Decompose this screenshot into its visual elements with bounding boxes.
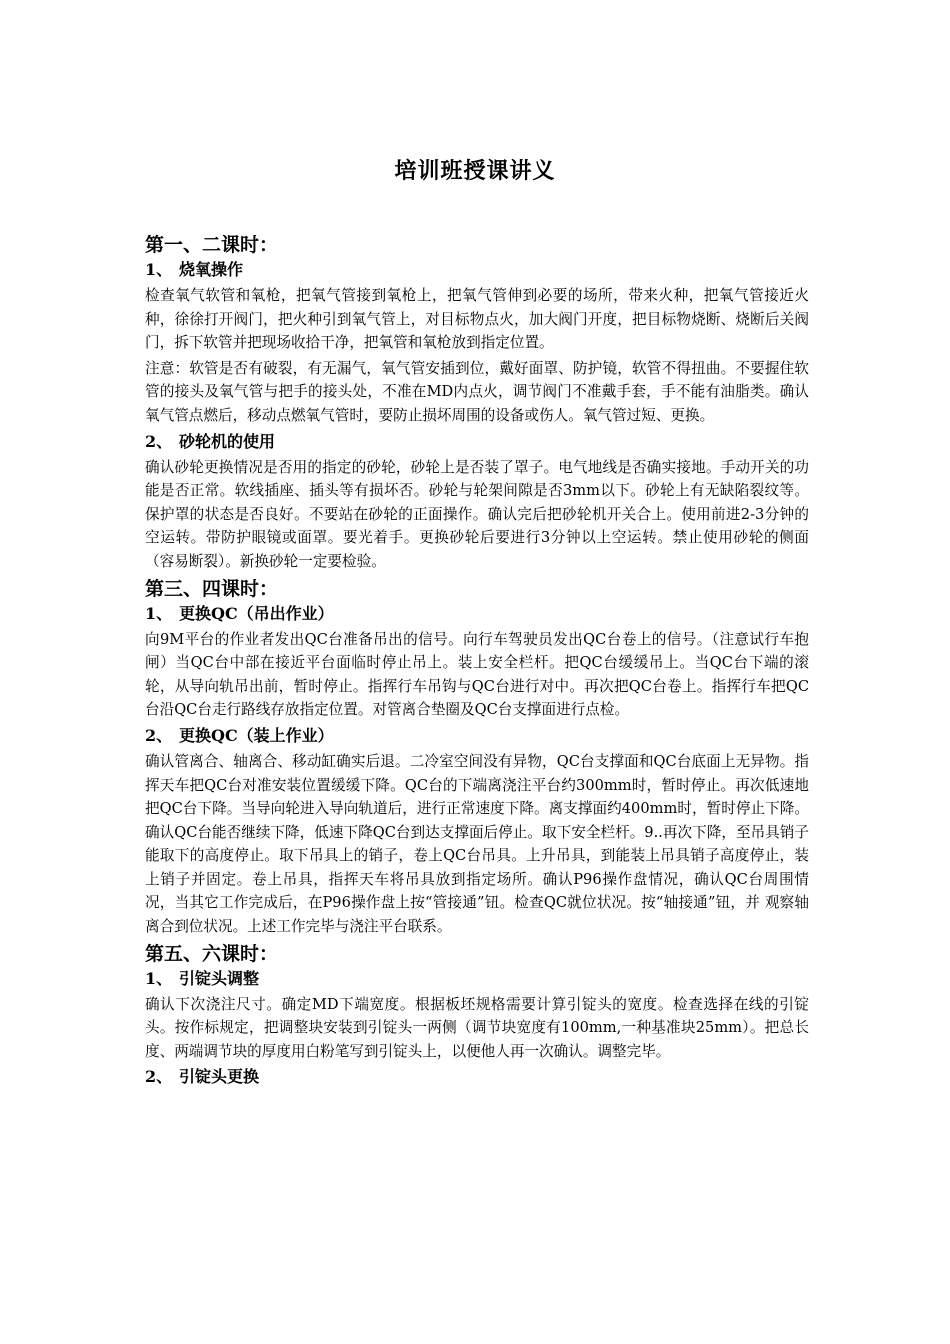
sub-heading-number: 2、 bbox=[145, 1067, 173, 1087]
sub-heading-qc-lift-out bbox=[145, 602, 809, 626]
paragraph: 向9M平台的作业者发出QC台准备吊出的信号。向行车驾驶员发出QC台卷上的信号。（注意试行车抱闸）当QC台中部在接近平台面临时停止吊上。装上安全栏杆。把QC台缓缓吊上。当QC台下端的滚轮，从导向轨吊出前，暂时停止。指挥行车吊钩与QC台进行对中。再次把QC台卷上。指挥行车把QC台沿QC台走行路线存放指定位置。对管离合垫圈及QC台支撑面进行点检。 bbox=[145, 630, 809, 719]
sub-heading-title: 更换QC（吊出作业） bbox=[179, 603, 334, 623]
paragraph: 确认管离合、轴离合、移动缸确实后退。二冷室空间没有异物，QC台支撑面和QC台底面上无异物。指挥天车把QC台对准安装位置缓缓下降。QC台的下端离浇注平台约300mm时，暂时停止。再次低速地把QC台下降。当导向轮进入导向轨道后，进行正常速度下降。离支撑面约400mm时，暂时停止下降。确认QC台能否继续下降，低速下降QC台到达支撑面后停止。取下安全栏杆。9..再次下降，至吊具销子能取下的高度停止。取下吊具上的销子，卷上QC台吊具。上升吊具，到能装上吊具销子高度停止，装上销子并固定。卷上吊具，指挥天车将吊具放到指定场所。确认P96操作盘情况，确认QC台周围情况，当其它工作完成后，在P96操作盘上按“管接通”钮。检查QC就位状况。按“轴接通”钮，并 观察轴离合到位状况。上述工作完毕与浇注平台联系。 bbox=[145, 752, 809, 936]
paragraph: 确认砂轮更换情况是否用的指定的砂轮，砂轮上是否装了罩子。电气地线是否确实接地。手动开关的功能是否正常。软线插座、插头等有损坏否。砂轮与轮架间隙是否3mm以下。砂轮上有无缺陷裂纹等。保护罩的状态是否良好。不要站在砂轮的正面操作。确认完后把砂轮机开关合上。使用前进2-3分钟的空运转。带防护眼镜或面罩。要光着手。更换砂轮后要进行3分钟以上空运转。禁止使用砂轮的侧面（容易断裂）。新换砂轮一定要检验。 bbox=[145, 458, 809, 570]
sub-heading-qc-install bbox=[145, 724, 809, 748]
sub-heading-title: 更换QC（装上作业） bbox=[179, 725, 334, 745]
sub-heading-number: 2、 bbox=[145, 431, 173, 451]
sub-heading-dummy-bar-replace bbox=[145, 1065, 809, 1089]
sub-heading-number: 1、 bbox=[145, 968, 173, 988]
sub-heading-number: 2、 bbox=[145, 725, 173, 745]
lesson-heading-5-6: 第五、六课时： bbox=[145, 942, 279, 965]
sub-heading-dummy-bar-adjust bbox=[145, 967, 809, 991]
lesson-heading-1-2: 第一、二课时： bbox=[145, 234, 279, 256]
sub-heading-number: 1、 bbox=[145, 603, 173, 623]
paragraph-note: 注意：软管是否有破裂，有无漏气，氧气管安插到位，戴好面罩、防护镜，软管不得扭曲。不要握住软管的接头及氧气管与把手的接头处，不准在MD内点火，调节阀门不准戴手套，手不能有油脂类。确认氧气管点燃后，移动点燃氧气管时，要防止损坏周围的设备或伤人。氧气管过短、更换。 bbox=[145, 359, 809, 424]
paragraph: 检查氧气软管和氧枪，把氧气管接到氧枪上，把氧气管伸到必要的场所，带来火种，把氧气管接近火种，徐徐打开阀门，把火种引到氧气管上，对目标物点火，加大阀门开度，把目标物烧断、烧断后关阀门，拆下软管并把现场收拾干净，把氧管和氧枪放到指定位置。 bbox=[145, 287, 809, 352]
sub-heading-title: 砂轮机的使用 bbox=[179, 431, 276, 451]
sub-heading-oxygen-cutting bbox=[145, 258, 809, 282]
sub-heading-grinder bbox=[145, 430, 809, 454]
sub-heading-title: 烧氧操作 bbox=[179, 260, 244, 279]
document-body bbox=[145, 232, 809, 1091]
document-title: 培训班授课讲义 bbox=[394, 158, 556, 184]
paragraph: 确认下次浇注尺寸。确定MD下端宽度。根据板坯规格需要计算引锭头的宽度。检查选择在线的引锭头。按作标规定，把调整块安装到引锭头一两侧（调节块宽度有100mm,一种基准块25mm）。把总长度、两端调节块的厚度用白粉笔写到引锭头上，以便他人再一次确认。调整完毕。 bbox=[145, 995, 809, 1060]
sub-heading-title: 引锭头调整 bbox=[179, 968, 260, 988]
lesson-heading-3-4: 第三、四课时： bbox=[145, 577, 279, 600]
sub-heading-number: 1、 bbox=[145, 260, 173, 279]
sub-heading-title: 引锭头更换 bbox=[179, 1067, 260, 1087]
